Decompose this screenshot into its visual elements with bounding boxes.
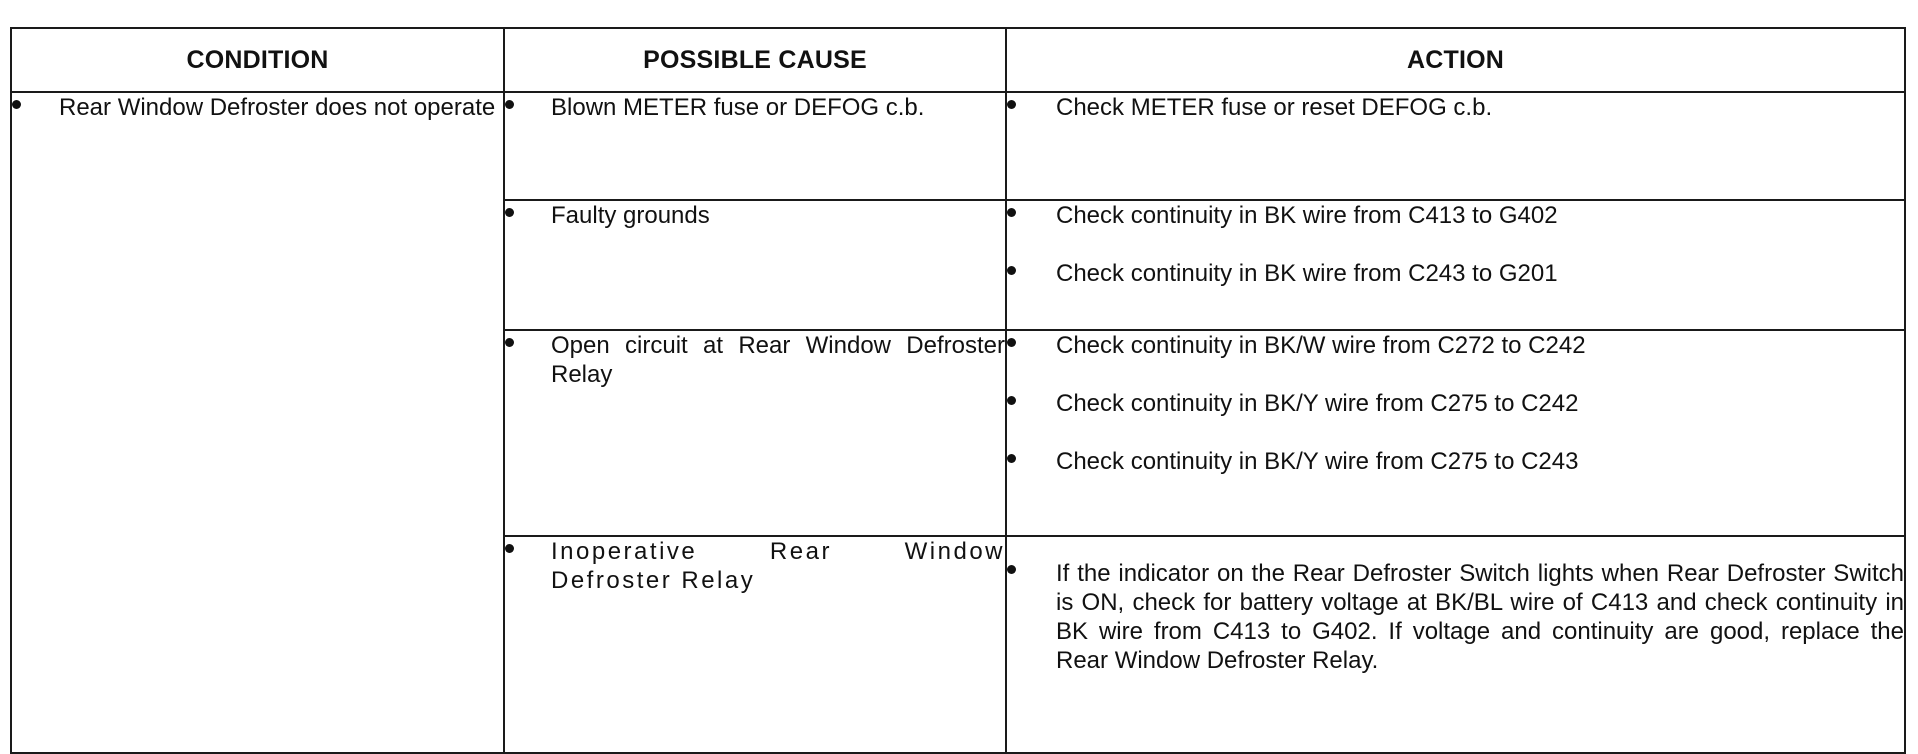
- bullet-icon: [1007, 208, 1016, 217]
- action-item: [1007, 259, 1904, 288]
- condition-item: [12, 93, 503, 122]
- bullet-icon: [505, 208, 514, 217]
- action-cell: [1006, 92, 1905, 200]
- action-item: [1007, 559, 1904, 675]
- bullet-icon: [1007, 396, 1016, 405]
- action-text: Check continuity in BK/Y wire from C275 to C243: [1056, 448, 1579, 475]
- table-row: [11, 92, 1905, 200]
- cause-cell: [504, 536, 1006, 753]
- action-text: Check continuity in BK wire from C243 to G201: [1056, 260, 1558, 287]
- cause-text: Blown METER fuse or DEFOG c.b.: [551, 94, 925, 121]
- cause-cell: [504, 200, 1006, 330]
- action-text: Check METER fuse or reset DEFOG c.b.: [1056, 94, 1493, 121]
- bullet-icon: [505, 544, 514, 553]
- bullet-icon: [505, 100, 514, 109]
- cause-item: [505, 93, 1005, 122]
- bullet-icon: [12, 100, 21, 109]
- cause-item: [505, 201, 1005, 230]
- cause-cell: [504, 92, 1006, 200]
- action-item: [1007, 331, 1904, 360]
- action-text: If the indicator on the Rear Defroster Switch lights when Rear Defroster Switch is ON, check for battery voltage at BK/BL wire of C413 and check continuity in BK wire from C413 to G402. If voltage and continuity are good, replace the Rear Window Defroster Relay.: [1056, 560, 1904, 674]
- action-item: [1007, 201, 1904, 230]
- action-text: Check continuity in BK/Y wire from C275 to C242: [1056, 390, 1579, 417]
- action-text: Check continuity in BK/W wire from C272 to C242: [1056, 332, 1586, 359]
- cause-text: Faulty grounds: [551, 202, 710, 229]
- cause-text: Open circuit at Rear Window Defroster Relay: [551, 332, 1005, 388]
- condition-cell: [11, 92, 504, 753]
- condition-text: Rear Window Defroster does not operate: [59, 94, 496, 121]
- bullet-icon: [1007, 338, 1016, 347]
- bullet-icon: [1007, 100, 1016, 109]
- action-cell: [1006, 536, 1905, 753]
- header-row: [11, 28, 1905, 92]
- bullet-icon: [505, 338, 514, 347]
- action-cell: [1006, 330, 1905, 536]
- action-item: [1007, 389, 1904, 418]
- action-item: [1007, 93, 1904, 122]
- condition-header: CONDITION: [11, 28, 504, 92]
- cause-item: [505, 331, 1005, 389]
- action-text: Check continuity in BK wire from C413 to G402: [1056, 202, 1558, 229]
- action-header: ACTION: [1006, 28, 1905, 92]
- cause-text: Inoperative Rear Window Defroster Relay: [551, 538, 1005, 594]
- bullet-icon: [1007, 454, 1016, 463]
- troubleshooting-table: [10, 27, 1906, 754]
- bullet-icon: [1007, 266, 1016, 275]
- action-cell: [1006, 200, 1905, 330]
- action-item: [1007, 447, 1904, 476]
- cause-cell: [504, 330, 1006, 536]
- cause-item: [505, 537, 1005, 595]
- possible-cause-header: POSSIBLE CAUSE: [504, 28, 1006, 92]
- bullet-icon: [1007, 565, 1016, 574]
